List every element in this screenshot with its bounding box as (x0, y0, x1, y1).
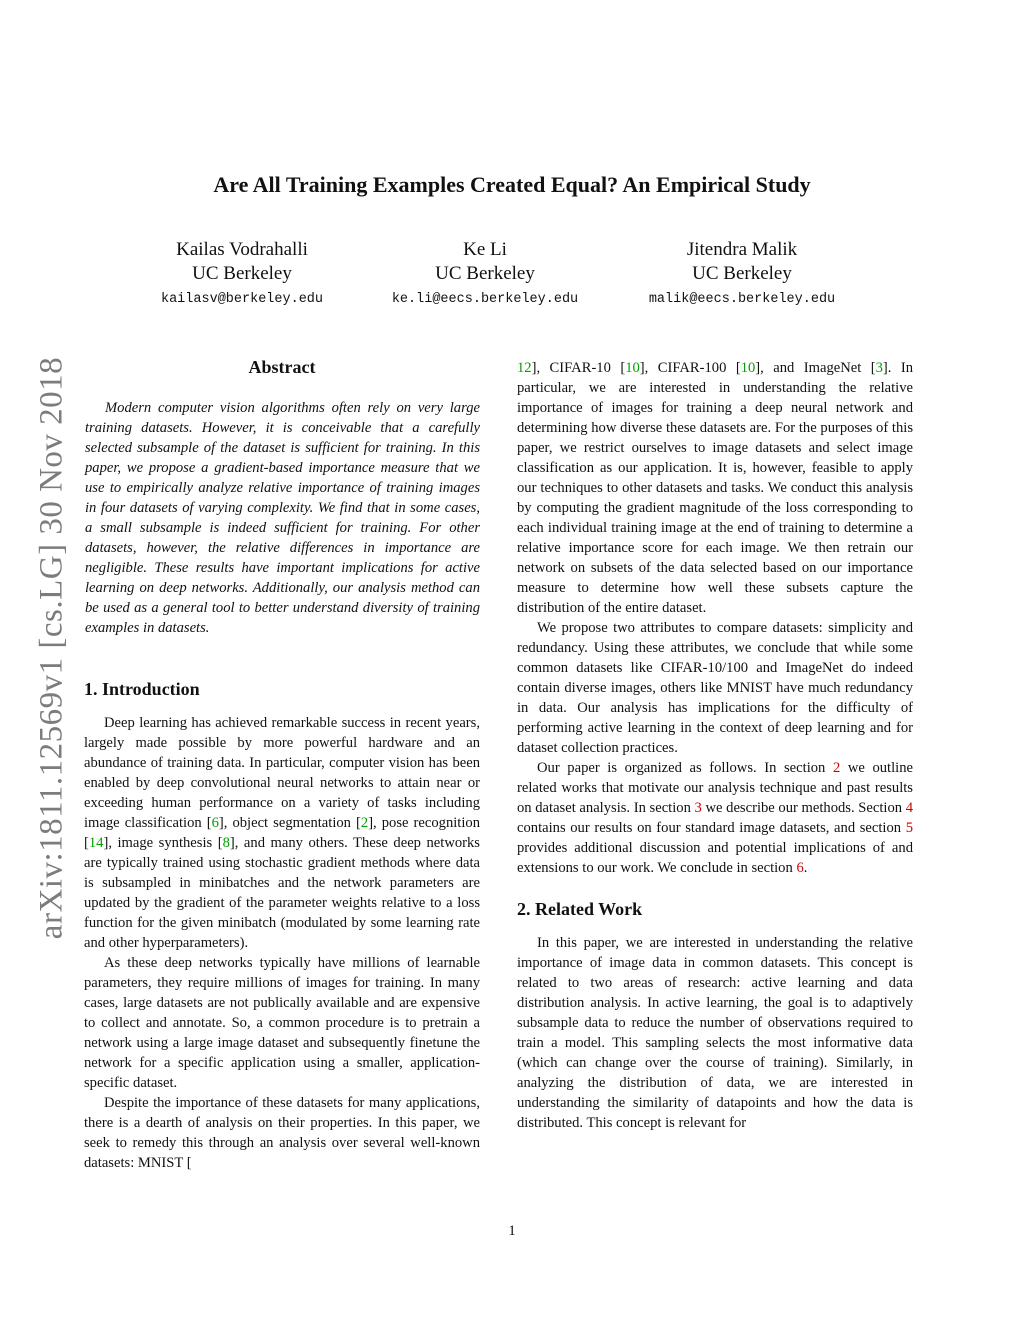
citation-link[interactable]: 12 (517, 360, 532, 376)
author-2 (355, 238, 615, 307)
right-column (517, 358, 913, 1133)
author-affiliation: UC Berkeley (435, 263, 535, 284)
intro-paragraph-5: Our paper is organized as follows. In section 2 we outline related works that motivate our analysis technique and past results on dataset analysis. In section 3 we describe our methods. Section 4 contains our results on four standard image datasets, and section 5 provides additional discussion and potential implications of and extensions to our work. We conclude in section 6. (517, 760, 913, 876)
author-block (0, 238, 1024, 318)
author-name: Ke Li (463, 239, 507, 260)
left-column (84, 356, 480, 1173)
section-reference-link[interactable]: 4 (905, 800, 913, 816)
author-email: malik@eecs.berkeley.edu (648, 292, 836, 307)
intro-paragraph-3: Despite the importance of these datasets for many applications, there is a dearth of analysis on their properties. In this paper, we seek to remedy this through an analysis over several well-known datasets: MNIST [ (84, 1095, 480, 1171)
author-affiliation: UC Berkeley (692, 263, 792, 284)
citation-link[interactable]: 14 (88, 835, 104, 851)
author-email: kailasv@berkeley.edu (160, 292, 324, 307)
section-reference-link[interactable]: 5 (905, 820, 913, 836)
section-heading-related-work: 2. Related Work (517, 899, 643, 919)
section-reference-link[interactable]: 6 (796, 860, 804, 876)
citation-link[interactable]: 2 (360, 815, 369, 831)
citation-link[interactable]: 10 (740, 360, 756, 376)
citation-link[interactable]: 8 (222, 835, 230, 851)
intro-paragraph-1: Deep learning has achieved remarkable success in recent years, largely made possible by more powerful hardware and an abundance of training data. In particular, computer vision has been enabled by deep convolutional neural networks to attain near or exceeding human performance on a variety of tasks including image classification [6], object segmentation [2], pose recognition [14], image synthesis [8], and many others. These deep networks are typically trained using stochastic gradient methods where data is subsampled in minibatches and the network parameters are updated by the gradient of the parameter weights relative to a loss function for the given minibatch (modulated by some learning rate and other hyperparameters). (84, 715, 480, 951)
author-1 (112, 238, 372, 307)
paper-title: Are All Training Examples Created Equal? An Empirical Study (213, 172, 811, 197)
intro-paragraph-2: As these deep networks typically have millions of learnable parameters, they require millions of images for training. In many cases, large datasets are not publically available and are expensive to collect and annotate. So, a common procedure is to pretrain a network using a large image dataset and subsequently finetune the network for a specific application using a smaller, application-specific dataset. (84, 955, 480, 1091)
author-name: Jitendra Malik (686, 239, 798, 260)
intro-paragraph-4: We propose two attributes to compare datasets: simplicity and redundancy. Using these attributes, we conclude that while some common datasets like CIFAR-10/100 and ImageNet do indeed contain diverse images, others like MNIST have much redundancy in data. Our analysis has implications for the difficulty of performing active learning in the context of deep learning and for dataset collection practices. (517, 620, 913, 756)
author-affiliation: UC Berkeley (192, 263, 292, 284)
citation-link[interactable]: 10 (625, 360, 640, 376)
page-number: 1 (508, 1223, 516, 1239)
abstract-text: Modern computer vision algorithms often rely on very large training datasets. However, it is conceivable that a carefully selected subsample of the dataset is sufficient for training. In this paper, we propose a gradient-based importance measure that we use to empirically analyze relative importance of training images in four datasets of varying complexity. We find that in some cases, a small subsample is indeed sufficient for training. For other datasets, however, the relative differences in importance are negligible. These results have important implications for active learning on deep networks. Additionally, our analysis method can be used as a general tool to better understand diversity of training examples in datasets. (85, 400, 480, 636)
section-heading-introduction: 1. Introduction (84, 679, 200, 699)
abstract-heading: Abstract (248, 357, 316, 377)
section-reference-link[interactable]: 2 (832, 760, 841, 776)
author-email: ke.li@eecs.berkeley.edu (391, 292, 579, 307)
author-3 (612, 238, 872, 307)
author-name: Kailas Vodrahalli (176, 239, 308, 260)
citation-link[interactable]: 3 (875, 360, 883, 376)
citation-link[interactable]: 6 (211, 815, 219, 831)
arxiv-identifier-stamp: arXiv:1811.12569v1 [cs.LG] 30 Nov 2018 (33, 356, 70, 940)
intro-paragraph-3-continued: 12], CIFAR-10 [10], CIFAR-100 [10], and ImageNet [3]. In particular, we are interested in understanding the relative importance of images for training a deep neural network and determining how diverse these datasets are. For the purposes of this paper, we restrict ourselves to image datasets and select image classification as our application. It is, however, feasible to apply our techniques to other datasets and tasks. We conduct this analysis by computing the gradient magnitude of the loss corresponding to each individual training image at the end of training to determine a relative importance score for each image. We then retrain our network on subsets of the data selected based on our importance measure to determine how well these subsets capture the distribution of the entire dataset. (517, 360, 913, 616)
section-reference-link[interactable]: 3 (694, 800, 702, 816)
related-work-paragraph-1: In this paper, we are interested in understanding the relative importance of image data in common datasets. This concept is related to two areas of research: active learning and data distribution analysis. In active learning, the goal is to adaptively subsample data to reduce the number of observations required to train a model. This sampling selects the most informative data (which can change over the course of training). Similarly, in analyzing the distribution of data, we are interested in understanding the similarity of datapoints and how the data is distributed. This concept is relevant for (517, 935, 913, 1131)
